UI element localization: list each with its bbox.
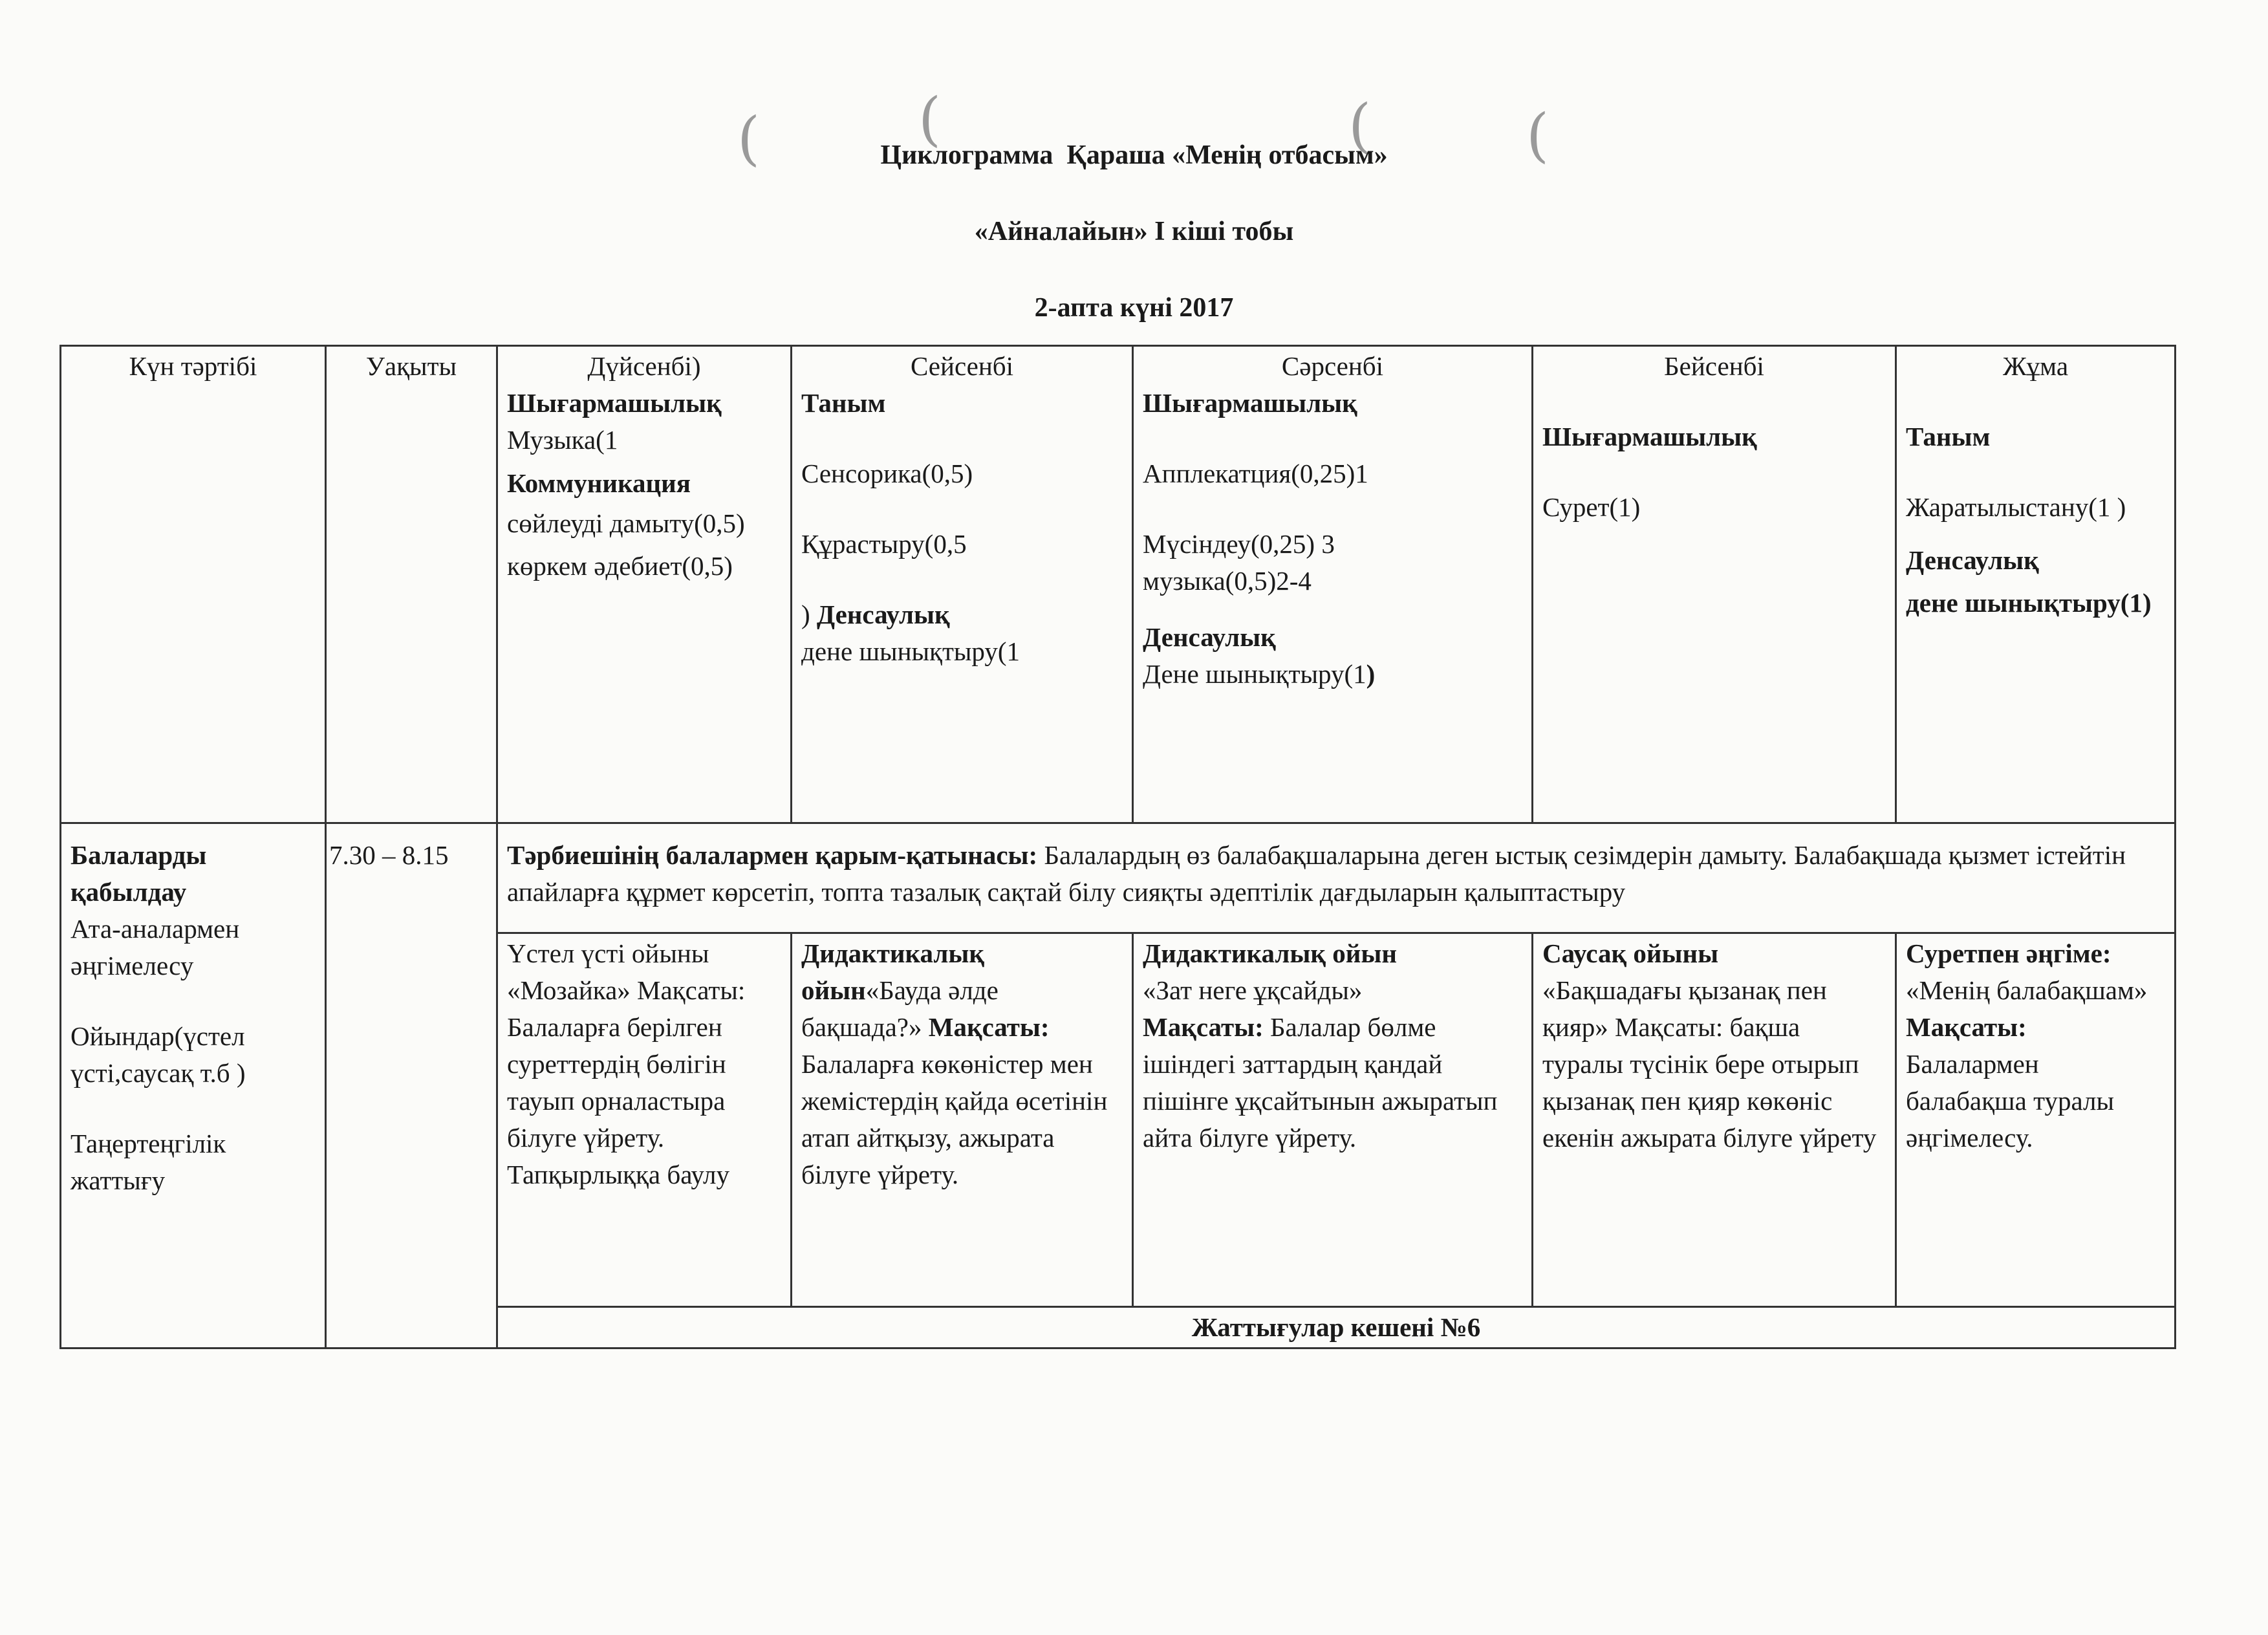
wednesday-area-1: Шығармашылық	[1143, 388, 1357, 418]
header-time: Уақыты	[326, 346, 497, 823]
exercise-complex: Жаттығулар кешені №6	[497, 1307, 2176, 1348]
communication-label: Тәрбиешінің балалармен қарым-қатынасы:	[507, 840, 1038, 870]
wednesday-subject-2: Мүсіндеу(0,25) 3 музыка(0,5)2-4	[1143, 529, 1335, 596]
header-row	[61, 346, 2176, 823]
tuesday-area-1: Таным	[801, 388, 886, 418]
document-header	[0, 136, 2268, 365]
communication-text: Балалардың өз балабақшаларына деген ыстық сезімдерін дамыту. Балабақшада қызмет істейтін апайларға құрмет көрсетіп, топта тазалық сақтай білу сияқты әдептілік дағдыларын қалыптастыру	[507, 840, 2126, 907]
scan-mark: (	[918, 85, 942, 153]
reception-row	[61, 823, 2176, 933]
regime-reception	[61, 823, 326, 1348]
monday-day: Дүйсенбі)	[587, 351, 701, 381]
wednesday-area-2: Денсаулық	[1143, 622, 1276, 652]
wednesday-subject-3: Дене шынықтыру(1	[1143, 659, 1366, 689]
thursday-subject-1: Сурет(1)	[1542, 492, 1641, 522]
reception-title: Балаларды қабылдау	[70, 840, 207, 907]
friday-game-name: «Менің балабақшам»	[1906, 975, 2148, 1005]
tuesday-game-name: «Бауда әлде бақшада?»	[801, 975, 999, 1042]
monday-subject-2: сөйлеуді дамыту(0,5)	[507, 508, 745, 538]
thursday-text: «Бақшадағы қызанақ пен қияр» Мақсаты: бақша туралы түсінік бере отырып қызанақ пен қияр көкөніс екенін ажырата білуге үйрету	[1542, 975, 1877, 1153]
monday-subject-1: Музыка(1	[507, 425, 618, 455]
friday-subject-1: Жаратылыстану(1 )	[1906, 492, 2126, 522]
monday-subject-3: көркем әдебиет(0,5)	[507, 551, 733, 581]
tuesday-subject-2: Құрастыру(0,5	[801, 529, 967, 559]
header-tuesday	[792, 346, 1133, 823]
wednesday-goal: Балалар бөлме ішіндегі заттардың қандай пішінге ұқсайтынын ажыратып айта білуге үйрету.	[1143, 1012, 1498, 1153]
thursday-day: Бейсенбі	[1664, 351, 1764, 381]
activity-monday: Үстел үсті ойыны «Мозайка» Мақсаты: Балаларға берілген суреттердің бөлігін тауып орналастыра білуге үйрету. Тапқырлыққа баулу	[497, 933, 792, 1307]
teacher-communication	[497, 823, 2176, 933]
tuesday-goal-label: Мақсаты:	[928, 1012, 1050, 1042]
activity-friday	[1896, 933, 2176, 1307]
scan-mark: (	[1348, 92, 1372, 160]
wednesday-subject-1: Апплекатция(0,25)1	[1143, 459, 1368, 488]
schedule-table	[59, 345, 2176, 1349]
header-monday	[497, 346, 792, 823]
monday-area-2: Коммуникация	[507, 468, 691, 498]
tuesday-subject-4: дене шынықтыру(1	[801, 636, 1021, 666]
monday-area-1: Шығармашылық	[507, 388, 722, 418]
reception-item-3: Таңертеңгілік жаттығу	[70, 1129, 226, 1195]
wednesday-game-name: «Зат неге ұқсайды»	[1143, 975, 1363, 1005]
friday-area-1: Таным	[1906, 422, 1991, 451]
friday-game-label: Суретпен әңгіме:	[1906, 938, 2111, 968]
friday-goal: Балалармен балабақша туралы әңгімелесу.	[1906, 1049, 2115, 1153]
group-name: «Айналайын» І кіші тобы	[974, 217, 1294, 246]
wednesday-goal-label: Мақсаты:	[1143, 1012, 1264, 1042]
friday-subject-2: дене шынықтыру(1)	[1906, 588, 2152, 618]
header-friday	[1896, 346, 2176, 823]
tuesday-day: Сейсенбі	[910, 351, 1014, 381]
week-label: 2-апта күні 2017	[1034, 293, 1234, 323]
friday-area-2: Денсаулық	[1906, 545, 2039, 575]
reception-time: 7.30 – 8.15	[326, 823, 497, 1348]
scan-mark: (	[737, 105, 761, 173]
tuesday-bracket: )	[801, 600, 810, 629]
tuesday-area-2: Денсаулық	[816, 600, 950, 629]
tuesday-game-label: Дидактикалық ойын	[801, 938, 984, 1005]
header-wednesday: Сәрсенбі Шығармашылық Апплекатция(0,25)1 Мүсіндеу(0,25) 3 музыка(0,5)2-4 Денсаулық Дене шынықтыру(1)	[1133, 346, 1533, 823]
activity-tuesday	[792, 933, 1133, 1307]
friday-goal-label: Мақсаты:	[1906, 1012, 2027, 1042]
tuesday-goal: Балаларға көкөністер мен жемістердің қайда өсетінін атап айтқызу, ажырата білуге үйрету.	[801, 1049, 1108, 1189]
activity-wednesday	[1133, 933, 1533, 1307]
friday-day: Жұма	[2002, 351, 2069, 381]
scan-mark: (	[1526, 102, 1550, 169]
wednesday-game-label: Дидактикалық ойын	[1143, 938, 1397, 968]
thursday-game-label: Саусақ ойыны	[1542, 938, 1719, 968]
activity-thursday	[1533, 933, 1896, 1307]
document-title: Циклограмма Қараша «Менің отбасым»	[880, 140, 1388, 170]
header-thursday	[1533, 346, 1896, 823]
reception-item-1: Ата-аналармен әңгімелесу	[70, 914, 240, 980]
tuesday-subject-1: Сенсорика(0,5)	[801, 459, 973, 488]
header-regime: Күн тәртібі	[61, 346, 326, 823]
thursday-area-1: Шығармашылық	[1542, 422, 1757, 451]
wednesday-day: Сәрсенбі	[1281, 351, 1384, 381]
reception-item-2: Ойындар(үстел үсті,саусақ т.б )	[70, 1021, 246, 1088]
